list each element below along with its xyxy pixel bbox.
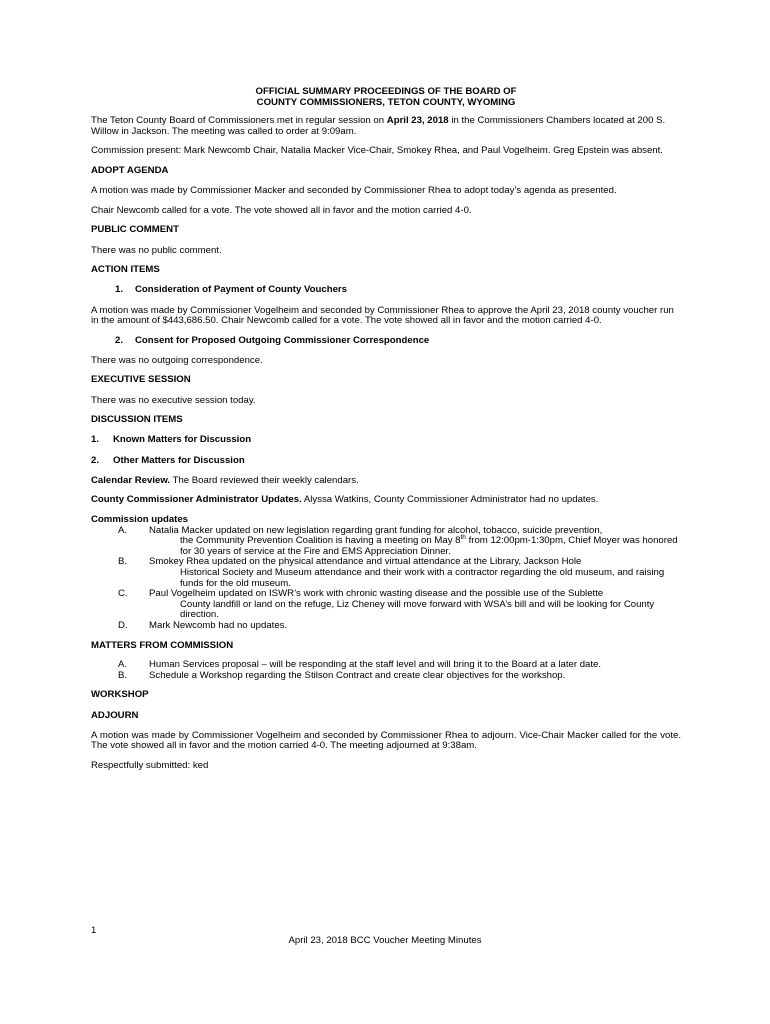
matters-from-commission-heading: MATTERS FROM COMMISSION bbox=[91, 639, 234, 651]
discussion-item-2-number: 2. bbox=[91, 454, 100, 466]
update-d-first-line: Mark Newcomb had no updates. bbox=[149, 619, 288, 631]
workshop-heading: WORKSHOP bbox=[91, 689, 149, 701]
list-marker: B. bbox=[118, 669, 128, 681]
list-item bbox=[91, 526, 681, 558]
adjourn-text: A motion was made by Commissioner Vogelheim and seconded by Commissioner Rhea to adjourn. Vice-Chair Macker called for the vote. The vote showed all in favor and the motion carried 4-0. The meeting adjourned at 9:38am. bbox=[91, 729, 681, 752]
list-item-text: Schedule a Workshop regarding the Stilson Contract and create clear objectives for the workshop. bbox=[149, 669, 566, 681]
action-item-2-number: 2. bbox=[114, 334, 123, 346]
list-item bbox=[91, 557, 681, 589]
list-item-text bbox=[149, 621, 681, 632]
list-item-text: Human Services proposal – will be responding at the staff level and will bring it to the Board at a later date. bbox=[149, 659, 602, 671]
action-item-1-number: 1. bbox=[114, 284, 123, 296]
list-marker: D. bbox=[118, 619, 128, 631]
adopt-agenda-motion: A motion was made by Commissioner Macker and seconded by Commissioner Rhea to adopt today’s agenda as presented. bbox=[91, 185, 617, 197]
attendance-paragraph: Commission present: Mark Newcomb Chair, Natalia Macker Vice-Chair, Smokey Rhea, and Paul Vogelheim. Greg Epstein was absent. bbox=[91, 145, 663, 157]
update-c-first-line: Paul Vogelheim updated on ISWR’s work with chronic wasting disease and the possible use of the Sublette bbox=[149, 588, 604, 600]
document-title bbox=[91, 87, 681, 108]
discussion-item-1-title: Known Matters for Discussion bbox=[113, 434, 252, 446]
update-c-continuation: County landfill or land on the refuge, Liz Cheney will move forward with WSA’s bill and will be looking for County direction. bbox=[180, 598, 655, 621]
administrator-updates-text: Alyssa Watkins, County Commissioner Administrator had no updates. bbox=[301, 494, 599, 506]
adjourn-heading: ADJOURN bbox=[91, 709, 139, 721]
title-line-1: OFFICIAL SUMMARY PROCEEDINGS OF THE BOARD OF bbox=[255, 86, 517, 97]
discussion-items-heading: DISCUSSION ITEMS bbox=[91, 414, 183, 426]
list-marker: A. bbox=[118, 524, 128, 536]
meeting-date: April 23, 2018 bbox=[386, 115, 449, 127]
intro-post: in the Commissioners Chambers located at 200 S. Willow in Jackson. The meeting was called to order at 9:09am. bbox=[91, 115, 666, 137]
update-b-first-line: Smokey Rhea updated on the physical attendance and virtual attendance at the Library, Jackson Hole bbox=[149, 556, 582, 568]
action-item-2-text: There was no outgoing correspondence. bbox=[91, 354, 263, 366]
page-number: 1 bbox=[91, 925, 97, 936]
list-marker: A. bbox=[118, 659, 128, 671]
update-a-first-line: Natalia Macker updated on new legislation regarding grant funding for alcohol, tobacco, suicide prevention, bbox=[149, 524, 603, 536]
title-line-2: COUNTY COMMISSIONERS, TETON COUNTY, WYOMING bbox=[256, 96, 516, 108]
document-body bbox=[91, 87, 681, 781]
action-item-2-heading bbox=[91, 336, 681, 347]
matters-list bbox=[91, 660, 681, 681]
list-item-text bbox=[149, 526, 681, 558]
calendar-review-label: Calendar Review. bbox=[91, 474, 171, 486]
discussion-item-1-number: 1. bbox=[91, 434, 100, 446]
list-item-text bbox=[149, 589, 681, 621]
adopt-agenda-vote: Chair Newcomb called for a vote. The vote showed all in favor and the motion carried 4-0. bbox=[91, 204, 472, 216]
list-marker: B. bbox=[118, 556, 128, 568]
action-item-1-title: Consideration of Payment of County Vouchers bbox=[135, 284, 347, 296]
executive-session-text: There was no executive session today. bbox=[91, 394, 256, 406]
update-a-continuation bbox=[149, 536, 681, 557]
administrator-updates-paragraph bbox=[91, 495, 681, 506]
intro-paragraph bbox=[91, 116, 681, 137]
action-item-2-title: Consent for Proposed Outgoing Commissioner Correspondence bbox=[135, 334, 430, 346]
discussion-item-1-heading bbox=[91, 435, 681, 446]
update-a-rest-post: from 12:00pm-1:30pm, Chief Moyer was honored for 30 years of service at the Fire and EMS Appreciation Dinner. bbox=[180, 535, 678, 557]
update-a-ordinal: th bbox=[460, 534, 466, 541]
administrator-updates-label: County Commissioner Administrator Updates. bbox=[91, 494, 302, 506]
update-a-rest-pre: the Community Prevention Coalition is having a meeting on May 8 bbox=[180, 535, 461, 547]
calendar-review-text: The Board reviewed their weekly calendars. bbox=[170, 474, 359, 486]
calendar-review-paragraph bbox=[91, 476, 681, 487]
discussion-item-2-title: Other Matters for Discussion bbox=[113, 454, 245, 466]
intro-pre: The Teton County Board of Commissioners met in regular session on bbox=[91, 115, 387, 127]
list-item bbox=[91, 589, 681, 621]
commission-updates-heading: Commission updates bbox=[91, 514, 189, 525]
action-item-1-heading bbox=[91, 285, 681, 296]
list-item-text bbox=[149, 557, 681, 589]
public-comment-heading: PUBLIC COMMENT bbox=[91, 224, 179, 236]
action-items-heading: ACTION ITEMS bbox=[91, 264, 160, 276]
list-item bbox=[91, 671, 681, 682]
list-marker: C. bbox=[118, 588, 128, 600]
update-b-continuation: Historical Society and Museum attendance and their work with a contractor regarding the old museum, and raising funds for the old museum. bbox=[180, 566, 665, 589]
submitted-by: Respectfully submitted: ked bbox=[91, 759, 209, 771]
public-comment-text: There was no public comment. bbox=[91, 244, 222, 256]
action-item-1-text: A motion was made by Commissioner Vogelheim and seconded by Commissioner Rhea to approve the April 23, 2018 county voucher run in the amount of $443,686.50. Chair Newcomb called for a vote. The vote showed all in favor and the motion carried 4-0. bbox=[91, 304, 674, 327]
discussion-item-2-heading bbox=[91, 456, 681, 467]
commission-updates-list bbox=[91, 526, 681, 632]
executive-session-heading: EXECUTIVE SESSION bbox=[91, 374, 191, 386]
list-item bbox=[91, 621, 681, 632]
footer-title: April 23, 2018 BCC Voucher Meeting Minutes bbox=[288, 935, 482, 946]
adopt-agenda-heading: ADOPT AGENDA bbox=[91, 164, 169, 176]
